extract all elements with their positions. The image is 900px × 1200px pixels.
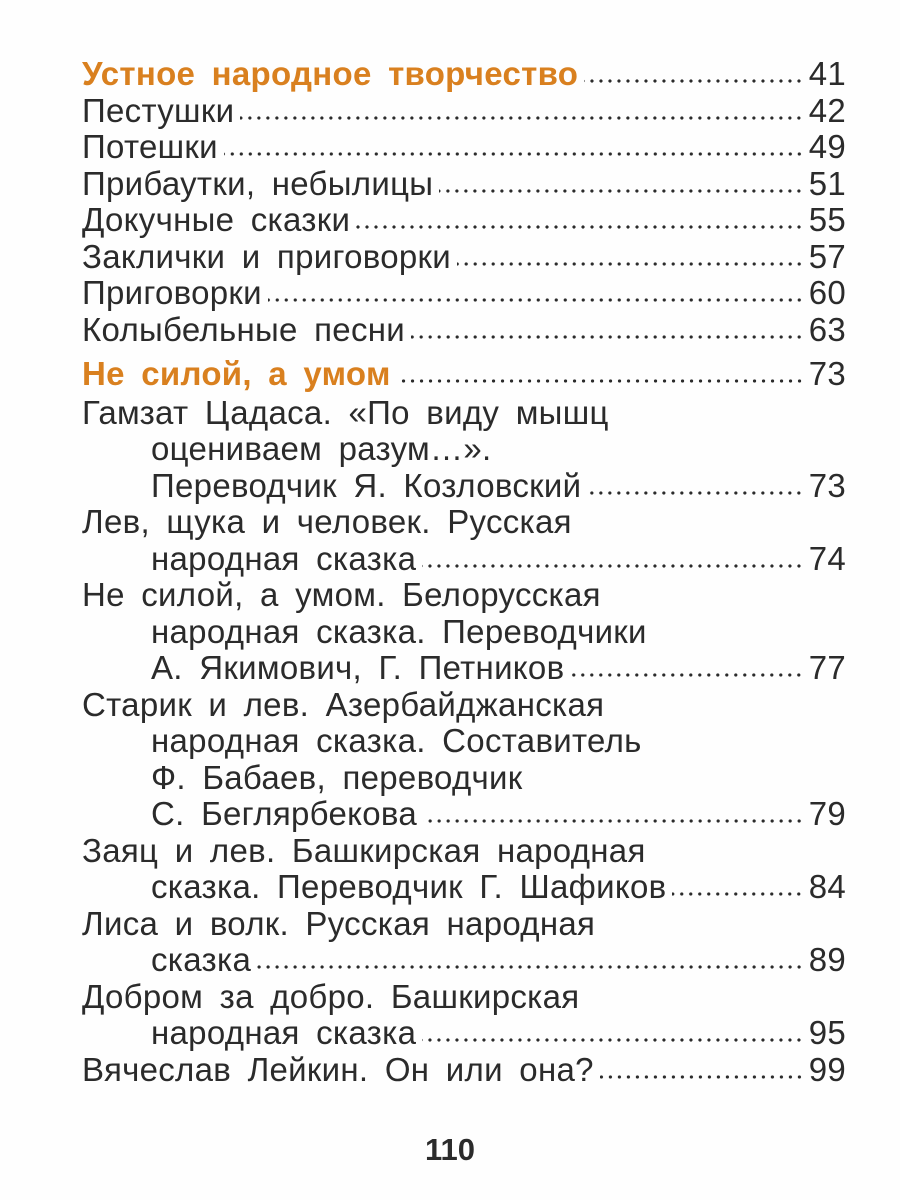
toc-entry-line[interactable] bbox=[82, 979, 846, 1016]
toc-entry-line[interactable] bbox=[82, 869, 846, 906]
entry-page-number: 49 bbox=[808, 128, 846, 165]
dot-leader bbox=[672, 892, 803, 896]
entry-title: Добром за добро. Башкирская bbox=[82, 977, 580, 1015]
entry-title-continued: народная сказка. Составитель bbox=[151, 722, 642, 759]
entry-page-number: 42 bbox=[808, 91, 846, 129]
toc-entry[interactable] bbox=[82, 93, 846, 130]
dot-leader bbox=[587, 491, 803, 495]
dot-leader bbox=[439, 189, 803, 193]
toc-entry-line[interactable] bbox=[82, 431, 846, 468]
entry-title: Прибаутки, небылицы bbox=[82, 164, 434, 202]
entry-page-number: 51 bbox=[808, 164, 846, 202]
toc-entry-line[interactable] bbox=[82, 541, 846, 578]
entry-page-number: 73 bbox=[808, 466, 846, 504]
toc-entry-line[interactable] bbox=[82, 687, 846, 724]
section-heading[interactable] bbox=[82, 356, 846, 393]
dot-leader bbox=[584, 79, 803, 83]
entry-title: Заклички и приговорки bbox=[82, 237, 451, 275]
entry-title: Колыбельные песни bbox=[82, 310, 406, 348]
toc-entry[interactable] bbox=[82, 129, 846, 166]
toc-entry-line[interactable] bbox=[82, 760, 846, 797]
entry-title-continued: Ф. Бабаев, переводчик bbox=[151, 758, 523, 796]
entry-title-continued: народная сказка bbox=[151, 1014, 417, 1051]
dot-leader bbox=[411, 335, 804, 339]
toc-entry[interactable] bbox=[82, 1052, 846, 1089]
dot-leader bbox=[397, 379, 804, 383]
toc-entry[interactable] bbox=[82, 275, 846, 312]
section-title: Устное народное творчество bbox=[82, 55, 579, 92]
toc-entry-line[interactable] bbox=[82, 942, 846, 979]
toc-entry-line[interactable] bbox=[82, 395, 846, 432]
toc-entry-line[interactable] bbox=[82, 468, 846, 505]
entry-title: Пестушки bbox=[82, 91, 235, 129]
dot-leader bbox=[422, 564, 803, 568]
toc-entry-line[interactable] bbox=[82, 650, 846, 687]
entry-page-number: 79 bbox=[808, 795, 846, 832]
entry-title: Потешки bbox=[82, 128, 218, 165]
entry-title: Не силой, а умом. Белорусская bbox=[82, 576, 601, 613]
dot-leader bbox=[422, 1038, 803, 1042]
entry-page-number: 74 bbox=[808, 539, 846, 577]
section-page-number: 41 bbox=[808, 55, 846, 92]
dot-leader bbox=[257, 965, 804, 969]
entry-title: Лев, щука и человек. Русская bbox=[82, 503, 572, 540]
toc-entry-line[interactable] bbox=[82, 577, 846, 614]
entry-page-number: 57 bbox=[808, 237, 846, 275]
dot-leader bbox=[268, 298, 804, 302]
toc-entry-line[interactable] bbox=[82, 614, 846, 651]
section-title: Не силой, а умом bbox=[82, 355, 391, 392]
entry-page-number: 77 bbox=[808, 649, 846, 686]
entry-title: Лиса и волк. Русская народная bbox=[82, 904, 596, 942]
entry-title-continued: А. Якимович, Г. Петников bbox=[151, 649, 565, 686]
toc-entry[interactable] bbox=[82, 166, 846, 203]
table-of-contents bbox=[82, 56, 846, 1088]
dot-leader bbox=[423, 819, 804, 823]
dot-leader bbox=[240, 116, 803, 120]
entry-title-continued: сказка bbox=[151, 941, 252, 978]
section-page-number: 73 bbox=[808, 355, 846, 392]
dot-leader bbox=[457, 262, 804, 266]
toc-entry-line[interactable] bbox=[82, 723, 846, 760]
entry-title-continued: народная сказка bbox=[151, 539, 417, 577]
page-number: 110 bbox=[424, 1132, 475, 1167]
entry-title: Вячеслав Лейкин. Он или она? bbox=[82, 1050, 594, 1088]
entry-title: Заяц и лев. Башкирская народная bbox=[82, 831, 646, 869]
entry-title-continued: сказка. Переводчик Г. Шафиков bbox=[151, 868, 667, 905]
entry-title: Старик и лев. Азербайджанская bbox=[82, 685, 605, 723]
dot-leader bbox=[224, 152, 804, 156]
toc-entry[interactable] bbox=[82, 312, 846, 349]
entry-page-number: 84 bbox=[808, 868, 846, 905]
entry-page-number: 63 bbox=[808, 310, 846, 348]
entry-page-number: 89 bbox=[808, 941, 846, 978]
entry-title-continued: народная сказка. Переводчики bbox=[151, 612, 647, 650]
toc-entry-line[interactable] bbox=[82, 833, 846, 870]
toc-entry-line[interactable] bbox=[82, 906, 846, 943]
toc-entry-line[interactable] bbox=[82, 1015, 846, 1052]
toc-entry[interactable] bbox=[82, 239, 846, 276]
entry-title: Приговорки bbox=[82, 274, 262, 311]
entry-title: Гамзат Цадаса. «По виду мышц bbox=[82, 393, 609, 431]
entry-page-number: 99 bbox=[808, 1050, 846, 1088]
entry-title-continued: оцениваем разум…». bbox=[151, 430, 492, 467]
toc-entry-line[interactable] bbox=[82, 796, 846, 833]
entry-title-continued: С. Беглярбекова bbox=[151, 795, 418, 832]
entry-title-continued: Переводчик Я. Козловский bbox=[151, 466, 582, 504]
section-heading[interactable] bbox=[82, 56, 846, 93]
toc-entry[interactable] bbox=[82, 202, 846, 239]
toc-entry-line[interactable] bbox=[82, 504, 846, 541]
dot-leader bbox=[356, 225, 804, 229]
entry-title: Докучные сказки bbox=[82, 201, 351, 238]
entry-page-number: 55 bbox=[808, 201, 846, 238]
entry-page-number: 95 bbox=[808, 1014, 846, 1051]
dot-leader bbox=[570, 673, 803, 677]
dot-leader bbox=[600, 1075, 804, 1079]
entry-page-number: 60 bbox=[808, 274, 846, 311]
